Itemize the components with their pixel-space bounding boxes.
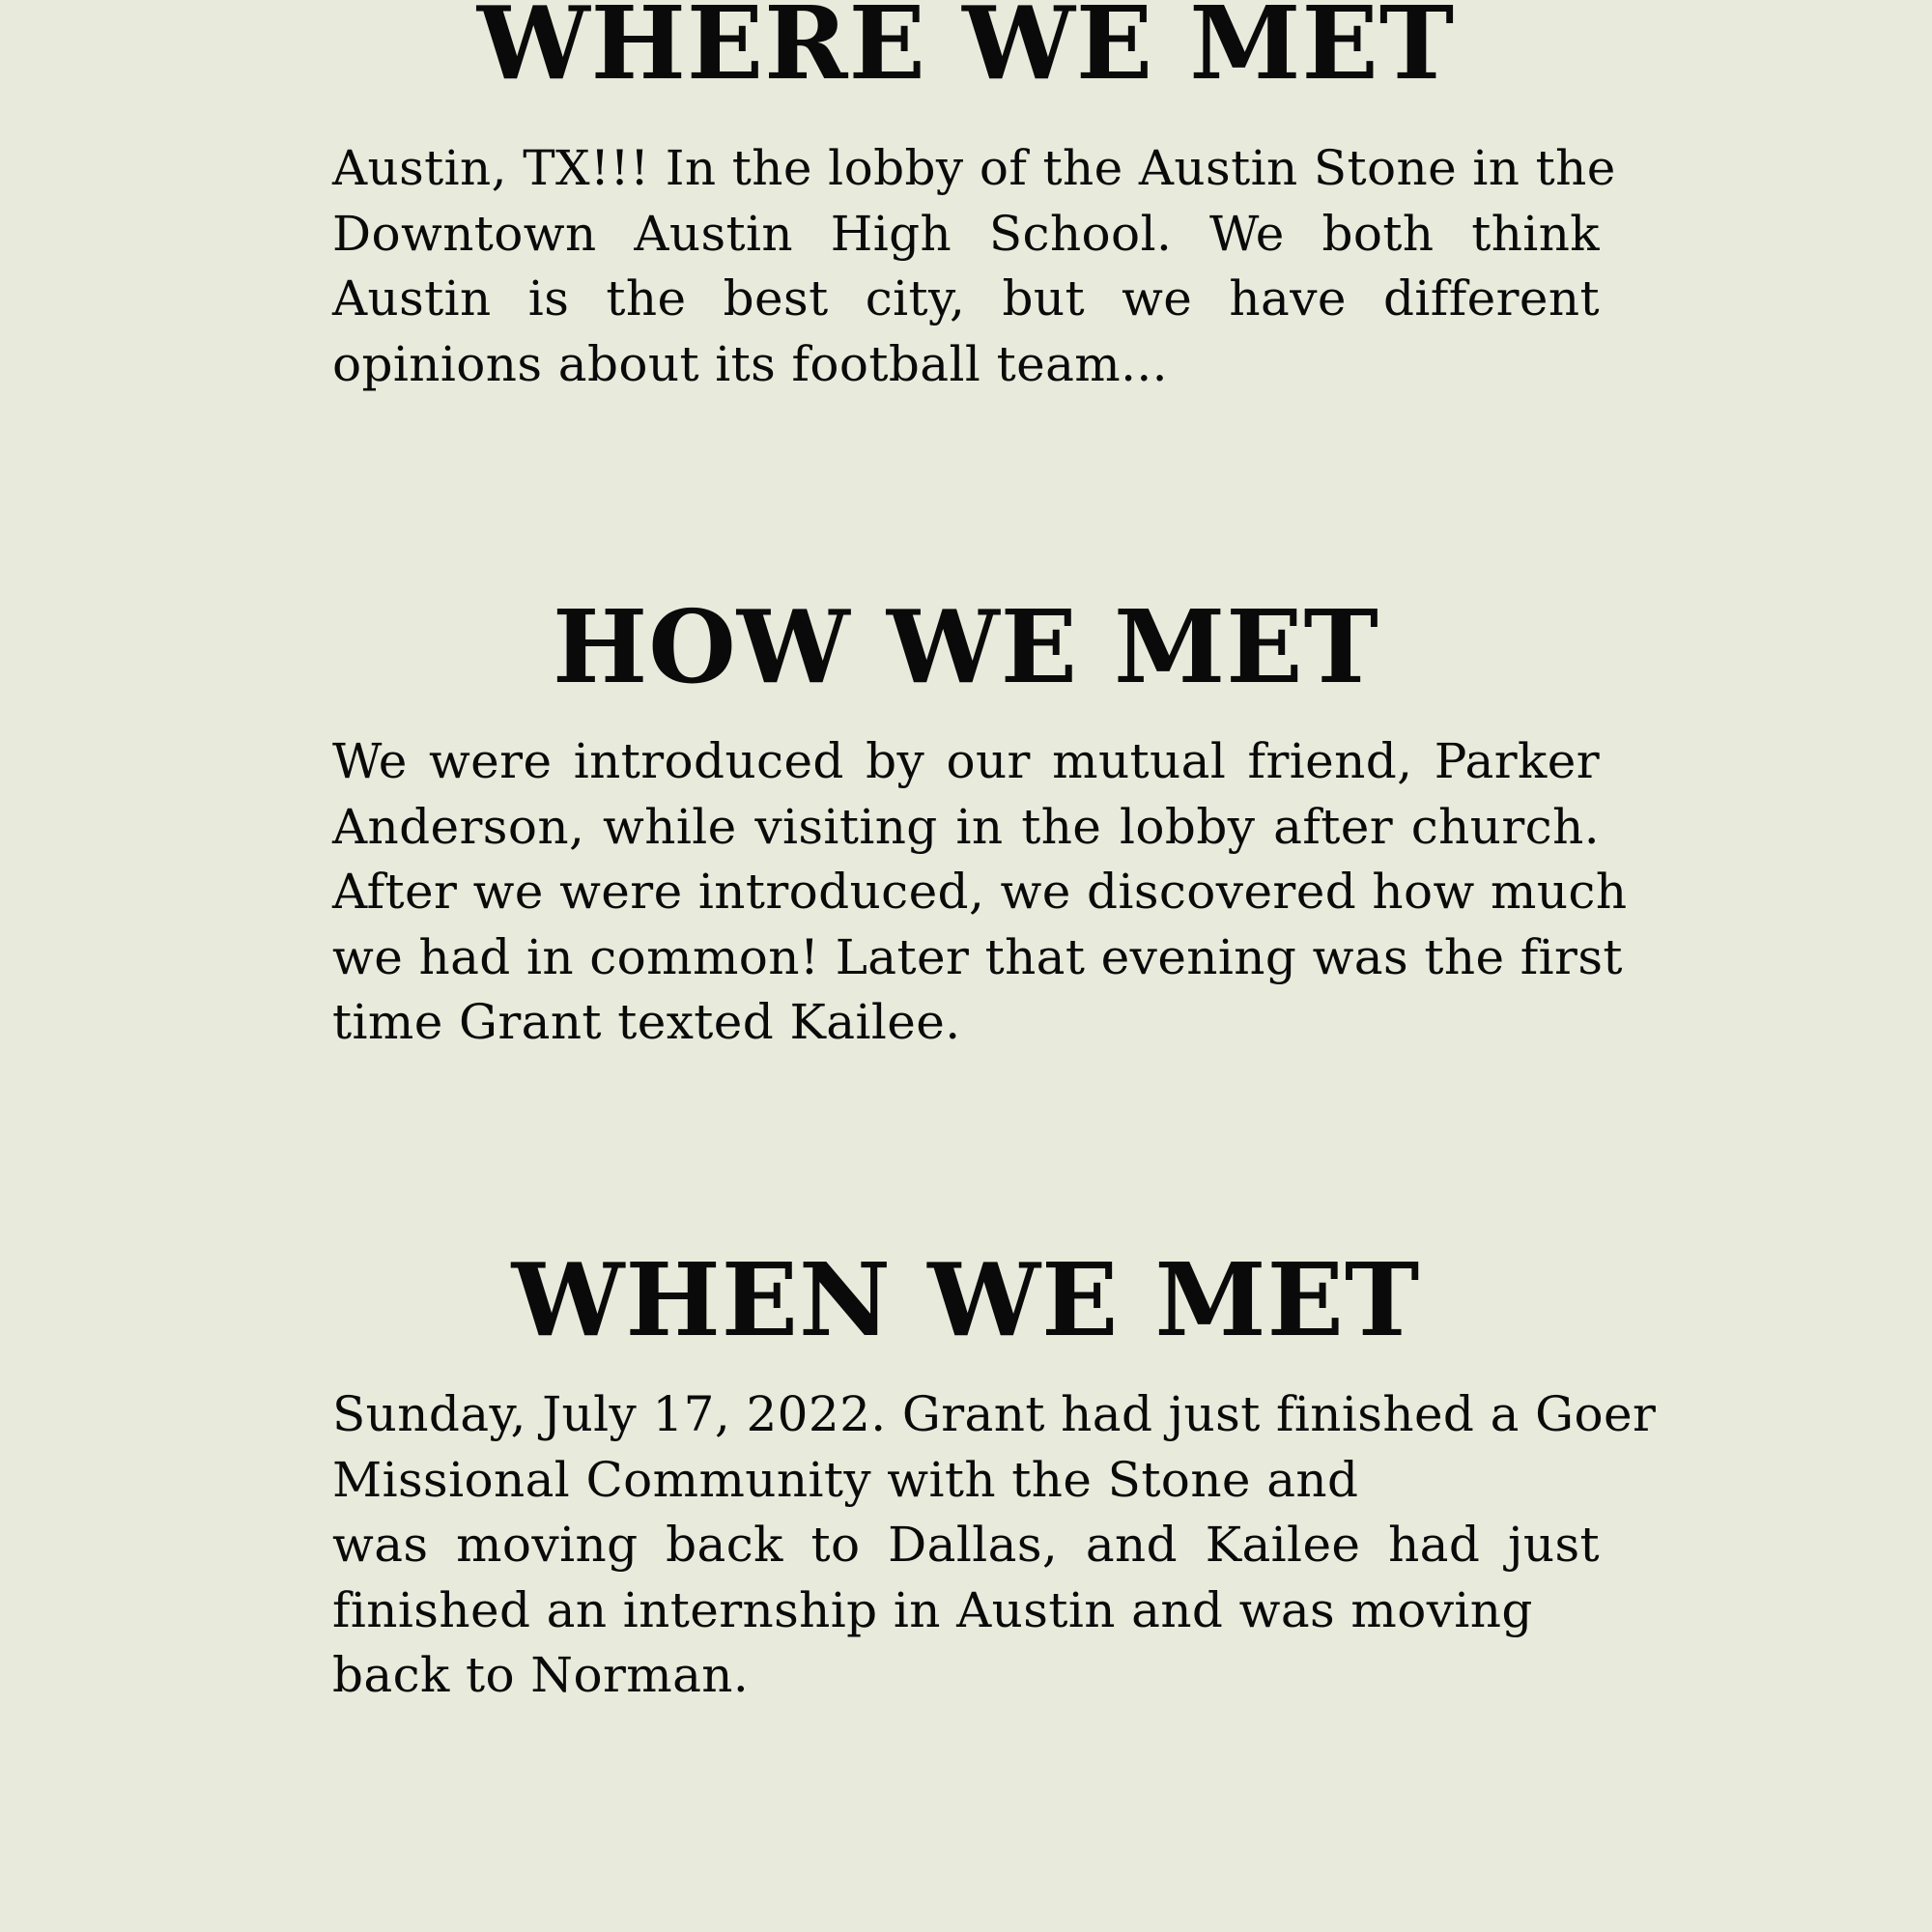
paragraph-line: finished an internship in Austin and was moving	[332, 1581, 1533, 1638]
paragraph-line: time Grant texted Kailee.	[332, 994, 961, 1050]
paragraph-line: Austin is the best city, but we have different	[332, 270, 1600, 327]
paragraph-line: After we were introduced, we discovered how much	[332, 864, 1628, 920]
paragraph-line: Missional Community with the Stone and	[332, 1451, 1359, 1508]
paragraph-how-we-met	[332, 729, 1628, 1056]
section-where-we-met	[0, 0, 1932, 392]
paragraph-line: was moving back to Dallas, and Kailee had just	[332, 1517, 1600, 1573]
paragraph-line: Sunday, July 17, 2022. Grant had just finished a Goer	[332, 1386, 1657, 1442]
section-when-we-met	[0, 1240, 1932, 1703]
paragraph-when-we-met	[332, 1382, 1657, 1709]
heading-how-we-met: HOW WE MET	[553, 587, 1379, 706]
paragraph-line: We were introduced by our mutual friend, Parker	[332, 733, 1600, 789]
paragraph-line: Anderson, while visiting in the lobby after church.	[332, 798, 1600, 855]
paragraph-line: we had in common! Later that evening was the first	[332, 928, 1623, 985]
heading-where-we-met: WHERE WE MET	[476, 0, 1456, 102]
section-how-we-met	[0, 587, 1932, 1050]
paragraph-line: Downtown Austin High School. We both think	[332, 205, 1600, 262]
paragraph-line: Austin, TX!!! In the lobby of the Austin Stone in the	[332, 140, 1616, 196]
heading-when-we-met: WHEN WE MET	[511, 1240, 1421, 1359]
paragraph-line: back to Norman.	[332, 1647, 750, 1703]
paragraph-line: opinions about its football team...	[332, 335, 1168, 392]
paragraph-where-we-met	[332, 136, 1616, 397]
